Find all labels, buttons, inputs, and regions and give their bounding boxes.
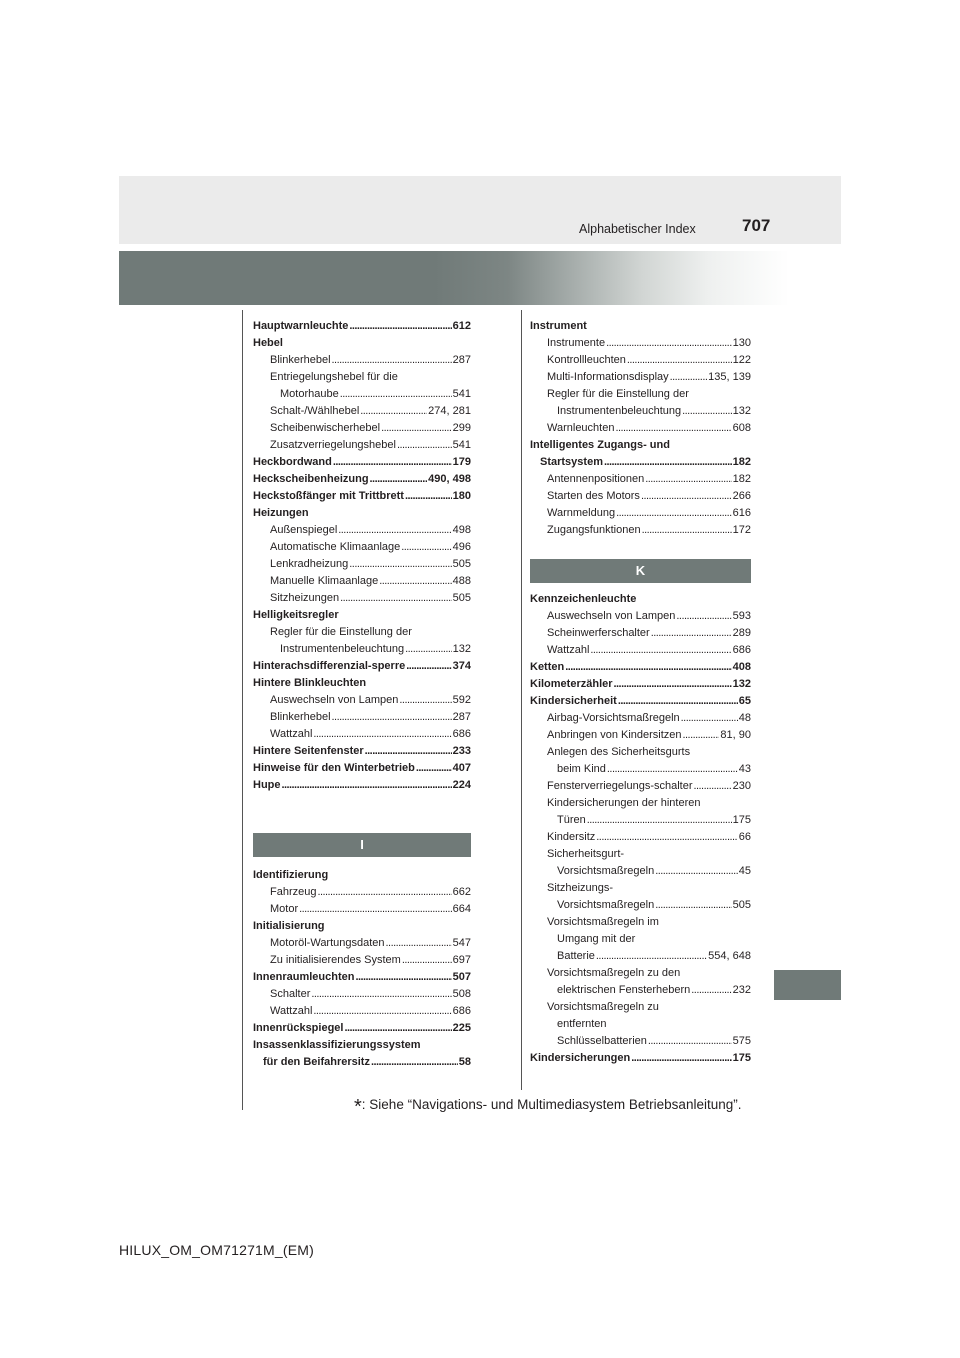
- index-entry-label: Wattzahl: [547, 644, 590, 656]
- index-entry-label: Insassenklassifizierungssystem: [253, 1039, 421, 1051]
- index-entry-page: 182: [732, 473, 751, 485]
- dot-leader: [604, 454, 732, 471]
- index-entry-page: 541: [452, 439, 471, 451]
- index-entry-page: 135, 139: [708, 371, 751, 383]
- index-entry-page: 182: [732, 456, 751, 468]
- index-entry: [253, 386, 471, 403]
- dot-leader: [682, 403, 731, 420]
- section-title: Alphabetischer Index: [579, 222, 696, 236]
- index-entry-label: Airbag-Vorsichtsmaßregeln: [547, 712, 680, 724]
- index-entry-page: 505: [732, 899, 751, 911]
- index-entry-label: Ketten: [530, 661, 565, 673]
- index-entry-page: 407: [452, 762, 471, 774]
- index-entry: [253, 918, 471, 935]
- index-entry-page: 43: [738, 763, 751, 775]
- index-entry: [530, 897, 751, 914]
- index-group-k: [530, 591, 751, 1067]
- dot-leader: [349, 318, 451, 335]
- index-entry-label: Zu initialisierendes System: [270, 954, 401, 966]
- index-entry-label: Vorsichtsmaßregeln im: [547, 916, 659, 928]
- index-entry-page: 65: [738, 695, 751, 707]
- dot-leader: [313, 726, 451, 743]
- dot-leader: [332, 352, 452, 369]
- index-entry-label: Heckscheibenheizung: [253, 473, 369, 485]
- index-entry-page: 505: [452, 558, 471, 570]
- index-entry: [530, 471, 751, 488]
- index-entry-label: Identifizierung: [253, 869, 329, 881]
- dot-leader: [355, 969, 451, 986]
- index-entry-label: Motorhaube: [280, 388, 339, 400]
- index-entry: [530, 318, 751, 335]
- index-entry: [530, 608, 751, 625]
- index-entry-page: 66: [738, 831, 751, 843]
- dot-leader: [607, 761, 738, 778]
- index-entry: [253, 522, 471, 539]
- index-entry-page: 130: [732, 337, 751, 349]
- dot-leader: [313, 1003, 451, 1020]
- index-entry-label: Manuelle Klimaanlage: [270, 575, 379, 587]
- index-entry-label: Wattzahl: [270, 1005, 313, 1017]
- index-entry-label: Schalt-/Wählhebel: [270, 405, 360, 417]
- index-entry-page: 496: [452, 541, 471, 553]
- index-entry: [253, 692, 471, 709]
- index-entry-label: elektrischen Fensterhebern: [557, 984, 691, 996]
- index-entry: [530, 335, 751, 352]
- footer-document-code: HILUX_OM_OM71271M_(EM): [119, 1242, 315, 1258]
- index-entry-label: Hinterachsdifferenzial-sperre: [253, 660, 406, 672]
- index-entry-label: Hauptwarnleuchte: [253, 320, 349, 332]
- index-entry-page: 233: [452, 745, 471, 757]
- index-entry: [530, 505, 751, 522]
- index-entry-page: 179: [452, 456, 471, 468]
- index-entry: [253, 335, 471, 352]
- index-entry-label: Instrumente: [547, 337, 606, 349]
- dot-leader: [333, 454, 452, 471]
- dot-leader: [386, 935, 452, 952]
- index-entry-page: 608: [732, 422, 751, 434]
- index-entry: [530, 744, 751, 761]
- index-group-h: [253, 318, 471, 794]
- dot-leader: [618, 693, 738, 710]
- index-entry-label: Heckstoßfänger mit Trittbrett: [253, 490, 404, 502]
- dot-leader: [655, 897, 731, 914]
- index-entry: [530, 352, 751, 369]
- index-entry: [253, 454, 471, 471]
- index-entry: [253, 369, 471, 386]
- index-entry-label: Regler für die Einstellung der: [270, 626, 412, 638]
- dot-leader: [349, 556, 451, 573]
- index-entry-label: Batterie: [557, 950, 595, 962]
- index-entry-label: Regler für die Einstellung der: [547, 388, 689, 400]
- dot-leader: [405, 641, 451, 658]
- index-entry: [530, 642, 751, 659]
- index-entry: [253, 318, 471, 335]
- index-entry: [253, 935, 471, 952]
- index-entry: [530, 863, 751, 880]
- index-entry-label: Helligkeitsregler: [253, 609, 339, 621]
- index-entry-label: Auswechseln von Lampen: [270, 694, 399, 706]
- index-entry-label: Scheinwerferschalter: [547, 627, 650, 639]
- index-entry-page: 593: [732, 610, 751, 622]
- dot-leader: [282, 777, 452, 794]
- index-entry: [530, 846, 751, 863]
- right-column: [530, 318, 751, 1067]
- index-entry-label: Wattzahl: [270, 728, 313, 740]
- index-entry: [530, 420, 751, 437]
- index-entry: [530, 386, 751, 403]
- index-entry: [253, 641, 471, 658]
- index-entry-page: 48: [738, 712, 751, 724]
- left-vertical-rule: [242, 310, 243, 1110]
- index-entry-page: 274, 281: [428, 405, 471, 417]
- index-entry-label: Startsystem: [540, 456, 603, 468]
- index-entry-page: 287: [452, 711, 471, 723]
- index-entry-page: 554, 648: [708, 950, 751, 962]
- index-entry-page: 488: [452, 575, 471, 587]
- index-entry-label: Hebel: [253, 337, 283, 349]
- index-entry: [253, 743, 471, 760]
- index-entry-label: Sitzheizungs-: [547, 882, 614, 894]
- index-entry: [253, 403, 471, 420]
- dot-leader: [381, 420, 452, 437]
- index-entry-page: 592: [452, 694, 471, 706]
- index-entry-label: Heckbordwand: [253, 456, 332, 468]
- index-entry-page: 686: [452, 1005, 471, 1017]
- index-entry-label: Fahrzeug: [270, 886, 317, 898]
- index-entry-label: Warnleuchten: [547, 422, 615, 434]
- index-entry-label: Warnmeldung: [547, 507, 616, 519]
- dot-leader: [614, 676, 732, 693]
- index-entry-page: 612: [452, 320, 471, 332]
- index-entry-page: 122: [732, 354, 751, 366]
- index-entry-label: Motor: [270, 903, 299, 915]
- dot-leader: [401, 539, 451, 556]
- index-entry-page: 662: [452, 886, 471, 898]
- index-entry-page: 232: [732, 984, 751, 996]
- index-entry: [253, 505, 471, 522]
- index-entry: [253, 1003, 471, 1020]
- index-entry: [253, 952, 471, 969]
- index-entry-page: 132: [732, 405, 751, 417]
- dot-leader: [371, 1054, 458, 1071]
- dot-leader: [370, 471, 428, 488]
- index-entry: [253, 607, 471, 624]
- dot-leader: [399, 692, 451, 709]
- index-entry: [530, 880, 751, 897]
- index-entry-label: Zugangsfunktionen: [547, 524, 641, 536]
- index-entry: [253, 1020, 471, 1037]
- index-entry: [530, 659, 751, 676]
- index-entry: [530, 591, 751, 608]
- dot-leader: [332, 709, 452, 726]
- index-entry-page: 225: [452, 1022, 471, 1034]
- dot-leader: [694, 778, 732, 795]
- index-entry: [530, 369, 751, 386]
- index-entry: [253, 539, 471, 556]
- index-entry: [253, 675, 471, 692]
- dot-leader: [676, 608, 731, 625]
- index-entry: [530, 710, 751, 727]
- index-entry: [253, 884, 471, 901]
- index-entry-label: Sicherheitsgurt-: [547, 848, 625, 860]
- index-entry: [530, 914, 751, 931]
- dot-leader: [317, 884, 451, 901]
- index-entry-label: Automatische Klimaanlage: [270, 541, 401, 553]
- index-entry: [530, 522, 751, 539]
- dot-leader: [360, 403, 427, 420]
- index-entry: [530, 676, 751, 693]
- dot-leader: [681, 710, 738, 727]
- index-entry: [530, 999, 751, 1016]
- dot-leader: [405, 488, 452, 505]
- dot-leader: [587, 812, 732, 829]
- index-entry: [530, 965, 751, 982]
- dot-leader: [645, 471, 731, 488]
- index-entry-label: Hupe: [253, 779, 281, 791]
- index-entry: [530, 625, 751, 642]
- dot-leader: [683, 727, 720, 744]
- index-entry-page: 686: [452, 728, 471, 740]
- index-entry-label: Zusatzverriegelungshebel: [270, 439, 396, 451]
- header-gradient-band: [119, 251, 789, 305]
- index-entry: [530, 454, 751, 471]
- dot-leader: [616, 505, 732, 522]
- section-letter-k: K: [530, 559, 751, 583]
- dot-leader: [651, 625, 732, 642]
- page-number: 707: [742, 216, 771, 235]
- index-entry: [530, 795, 751, 812]
- index-entry-label: Anlegen des Sicherheitsgurts: [547, 746, 691, 758]
- index-entry: [253, 590, 471, 607]
- index-entry-page: 498: [452, 524, 471, 536]
- index-entry-label: Instrumentenbeleuchtung: [280, 643, 405, 655]
- index-entry-label: Instrument: [530, 320, 587, 332]
- index-entry: [253, 352, 471, 369]
- index-group-i: [253, 867, 471, 1071]
- index-entry-page: 266: [732, 490, 751, 502]
- index-entry-label: Vorsichtsmaßregeln: [557, 865, 655, 877]
- index-entry-label: Schalter: [270, 988, 311, 1000]
- dot-leader: [402, 952, 452, 969]
- index-entry-label: Kindersitz: [547, 831, 596, 843]
- index-entry-page: 508: [452, 988, 471, 1000]
- index-entry: [253, 573, 471, 590]
- index-entry-label: Heizungen: [253, 507, 309, 519]
- index-entry: [253, 726, 471, 743]
- dot-leader: [642, 522, 732, 539]
- index-entry-page: 132: [452, 643, 471, 655]
- index-entry-label: beim Kind: [557, 763, 606, 775]
- dot-leader: [397, 437, 452, 454]
- index-entry-label: Schlüsselbatterien: [557, 1035, 647, 1047]
- left-column: [253, 318, 471, 1071]
- index-entry-label: Innenraumleuchten: [253, 971, 355, 983]
- index-entry: [530, 761, 751, 778]
- index-entry-page: 547: [452, 937, 471, 949]
- index-entry-page: 374: [452, 660, 471, 672]
- index-entry-label: Fensterverriegelungs-schalter: [547, 780, 693, 792]
- chapter-thumb-tab: [774, 970, 841, 1000]
- index-entry: [253, 969, 471, 986]
- index-entry-label: für den Beifahrersitz: [263, 1056, 370, 1068]
- index-entry: [530, 982, 751, 999]
- index-entry: [253, 867, 471, 884]
- index-entry: [253, 986, 471, 1003]
- dot-leader: [340, 590, 452, 607]
- index-entry: [530, 812, 751, 829]
- index-entry-page: 299: [452, 422, 471, 434]
- index-entry-label: Vorsichtsmaßregeln: [557, 899, 655, 911]
- index-entry-label: Sitzheizungen: [270, 592, 340, 604]
- dot-leader: [344, 1020, 451, 1037]
- index-entry-page: 575: [732, 1035, 751, 1047]
- index-entry-page: 175: [732, 814, 751, 826]
- header-band: [119, 176, 841, 244]
- index-entry-label: Initialisierung: [253, 920, 325, 932]
- dot-leader: [615, 420, 731, 437]
- index-entry-label: Motoröl-Wartungsdaten: [270, 937, 385, 949]
- index-entry: [530, 1033, 751, 1050]
- index-entry-page: 289: [732, 627, 751, 639]
- index-entry: [530, 778, 751, 795]
- index-entry: [253, 777, 471, 794]
- index-entry-page: 664: [452, 903, 471, 915]
- index-entry: [253, 1054, 471, 1071]
- index-entry-label: Hintere Blinkleuchten: [253, 677, 367, 689]
- dot-leader: [670, 369, 708, 386]
- index-entry: [530, 1050, 751, 1067]
- dot-leader: [648, 1033, 732, 1050]
- index-entry-page: 81, 90: [720, 729, 751, 741]
- dot-leader: [596, 829, 737, 846]
- index-group-i-cont: [530, 318, 751, 539]
- index-entry-label: Blinkerhebel: [270, 711, 331, 723]
- index-entry-label: Intelligentes Zugangs- und: [530, 439, 670, 451]
- section-letter-i: I: [253, 833, 471, 857]
- index-entry-page: 45: [738, 865, 751, 877]
- index-entry-label: Lenkradheizung: [270, 558, 349, 570]
- index-entry-page: 697: [452, 954, 471, 966]
- dot-leader: [627, 352, 732, 369]
- index-entry-label: Außenspiegel: [270, 524, 338, 536]
- index-entry-label: Anbringen von Kindersitzen: [547, 729, 682, 741]
- index-entry-label: Hinweise für den Winterbetrieb: [253, 762, 415, 774]
- dot-leader: [565, 659, 731, 676]
- index-entry: [253, 471, 471, 488]
- dot-leader: [379, 573, 451, 590]
- dot-leader: [338, 522, 451, 539]
- index-entry-label: Türen: [557, 814, 586, 826]
- index-entry-label: Innenrückspiegel: [253, 1022, 344, 1034]
- index-entry: [530, 931, 751, 948]
- index-entry-page: 175: [732, 1052, 751, 1064]
- index-entry-page: 172: [732, 524, 751, 536]
- index-entry: [253, 901, 471, 918]
- dot-leader: [641, 488, 732, 505]
- index-entry-label: Blinkerhebel: [270, 354, 331, 366]
- dot-leader: [406, 658, 451, 675]
- dot-leader: [596, 948, 707, 965]
- index-entry-label: entfernten: [557, 1018, 607, 1030]
- index-entry-page: 287: [452, 354, 471, 366]
- index-entry-label: Kilometerzähler: [530, 678, 613, 690]
- index-entry: [530, 403, 751, 420]
- index-entry: [530, 1016, 751, 1033]
- dot-leader: [590, 642, 731, 659]
- index-entry-label: Kindersicherheit: [530, 695, 617, 707]
- dot-leader: [365, 743, 452, 760]
- index-entry-label: Umgang mit der: [557, 933, 636, 945]
- dot-leader: [340, 386, 452, 403]
- index-entry: [253, 760, 471, 777]
- index-entry-label: Antennenpositionen: [547, 473, 645, 485]
- index-entry-label: Auswechseln von Lampen: [547, 610, 676, 622]
- index-entry: [253, 1037, 471, 1054]
- index-entry: [530, 727, 751, 744]
- index-entry: [253, 420, 471, 437]
- index-entry-page: 507: [452, 971, 471, 983]
- index-entry: [530, 693, 751, 710]
- index-entry-label: Scheibenwischerhebel: [270, 422, 381, 434]
- index-entry-page: 132: [732, 678, 751, 690]
- index-entry-label: Starten des Motors: [547, 490, 640, 502]
- index-entry-page: 541: [452, 388, 471, 400]
- index-entry-page: 180: [452, 490, 471, 502]
- index-entry-page: 616: [732, 507, 751, 519]
- index-entry: [530, 488, 751, 505]
- index-entry-label: Hintere Seitenfenster: [253, 745, 364, 757]
- dot-leader: [655, 863, 738, 880]
- dot-leader: [691, 982, 731, 999]
- index-entry-label: Kennzeichenleuchte: [530, 593, 637, 605]
- index-entry-label: Multi-Informationsdisplay: [547, 371, 669, 383]
- index-entry: [253, 624, 471, 641]
- dot-leader: [416, 760, 452, 777]
- index-entry-page: 58: [458, 1056, 471, 1068]
- index-entry-page: 230: [732, 780, 751, 792]
- index-entry: [253, 709, 471, 726]
- index-entry: [530, 437, 751, 454]
- footnote-text: : Siehe “Navigations- und Multimediasystem Betriebsanleitung”.: [361, 1097, 742, 1112]
- dot-leader: [299, 901, 452, 918]
- index-entry-page: 408: [732, 661, 751, 673]
- index-entry: [253, 556, 471, 573]
- dot-leader: [311, 986, 451, 1003]
- index-entry-label: Entriegelungshebel für die: [270, 371, 398, 383]
- index-entry-label: Kontrollleuchten: [547, 354, 626, 366]
- dot-leader: [631, 1050, 731, 1067]
- index-entry: [530, 829, 751, 846]
- index-entry-label: Kindersicherungen: [530, 1052, 631, 1064]
- index-entry-page: 490, 498: [428, 473, 471, 485]
- footnote-star: *: [354, 1096, 362, 1118]
- index-entry: [253, 437, 471, 454]
- index-entry: [530, 948, 751, 965]
- dot-leader: [606, 335, 732, 352]
- index-entry-label: Instrumentenbeleuchtung: [557, 405, 682, 417]
- index-entry-page: 505: [452, 592, 471, 604]
- index-entry: [253, 658, 471, 675]
- index-entry-page: 686: [732, 644, 751, 656]
- index-entry-label: Vorsichtsmaßregeln zu den: [547, 967, 681, 979]
- center-vertical-rule: [521, 310, 522, 1090]
- index-entry-label: Kindersicherungen der hinteren: [547, 797, 701, 809]
- index-entry-label: Vorsichtsmaßregeln zu: [547, 1001, 659, 1013]
- footnote: [354, 1096, 741, 1119]
- index-entry: [253, 488, 471, 505]
- index-entry-page: 224: [452, 779, 471, 791]
